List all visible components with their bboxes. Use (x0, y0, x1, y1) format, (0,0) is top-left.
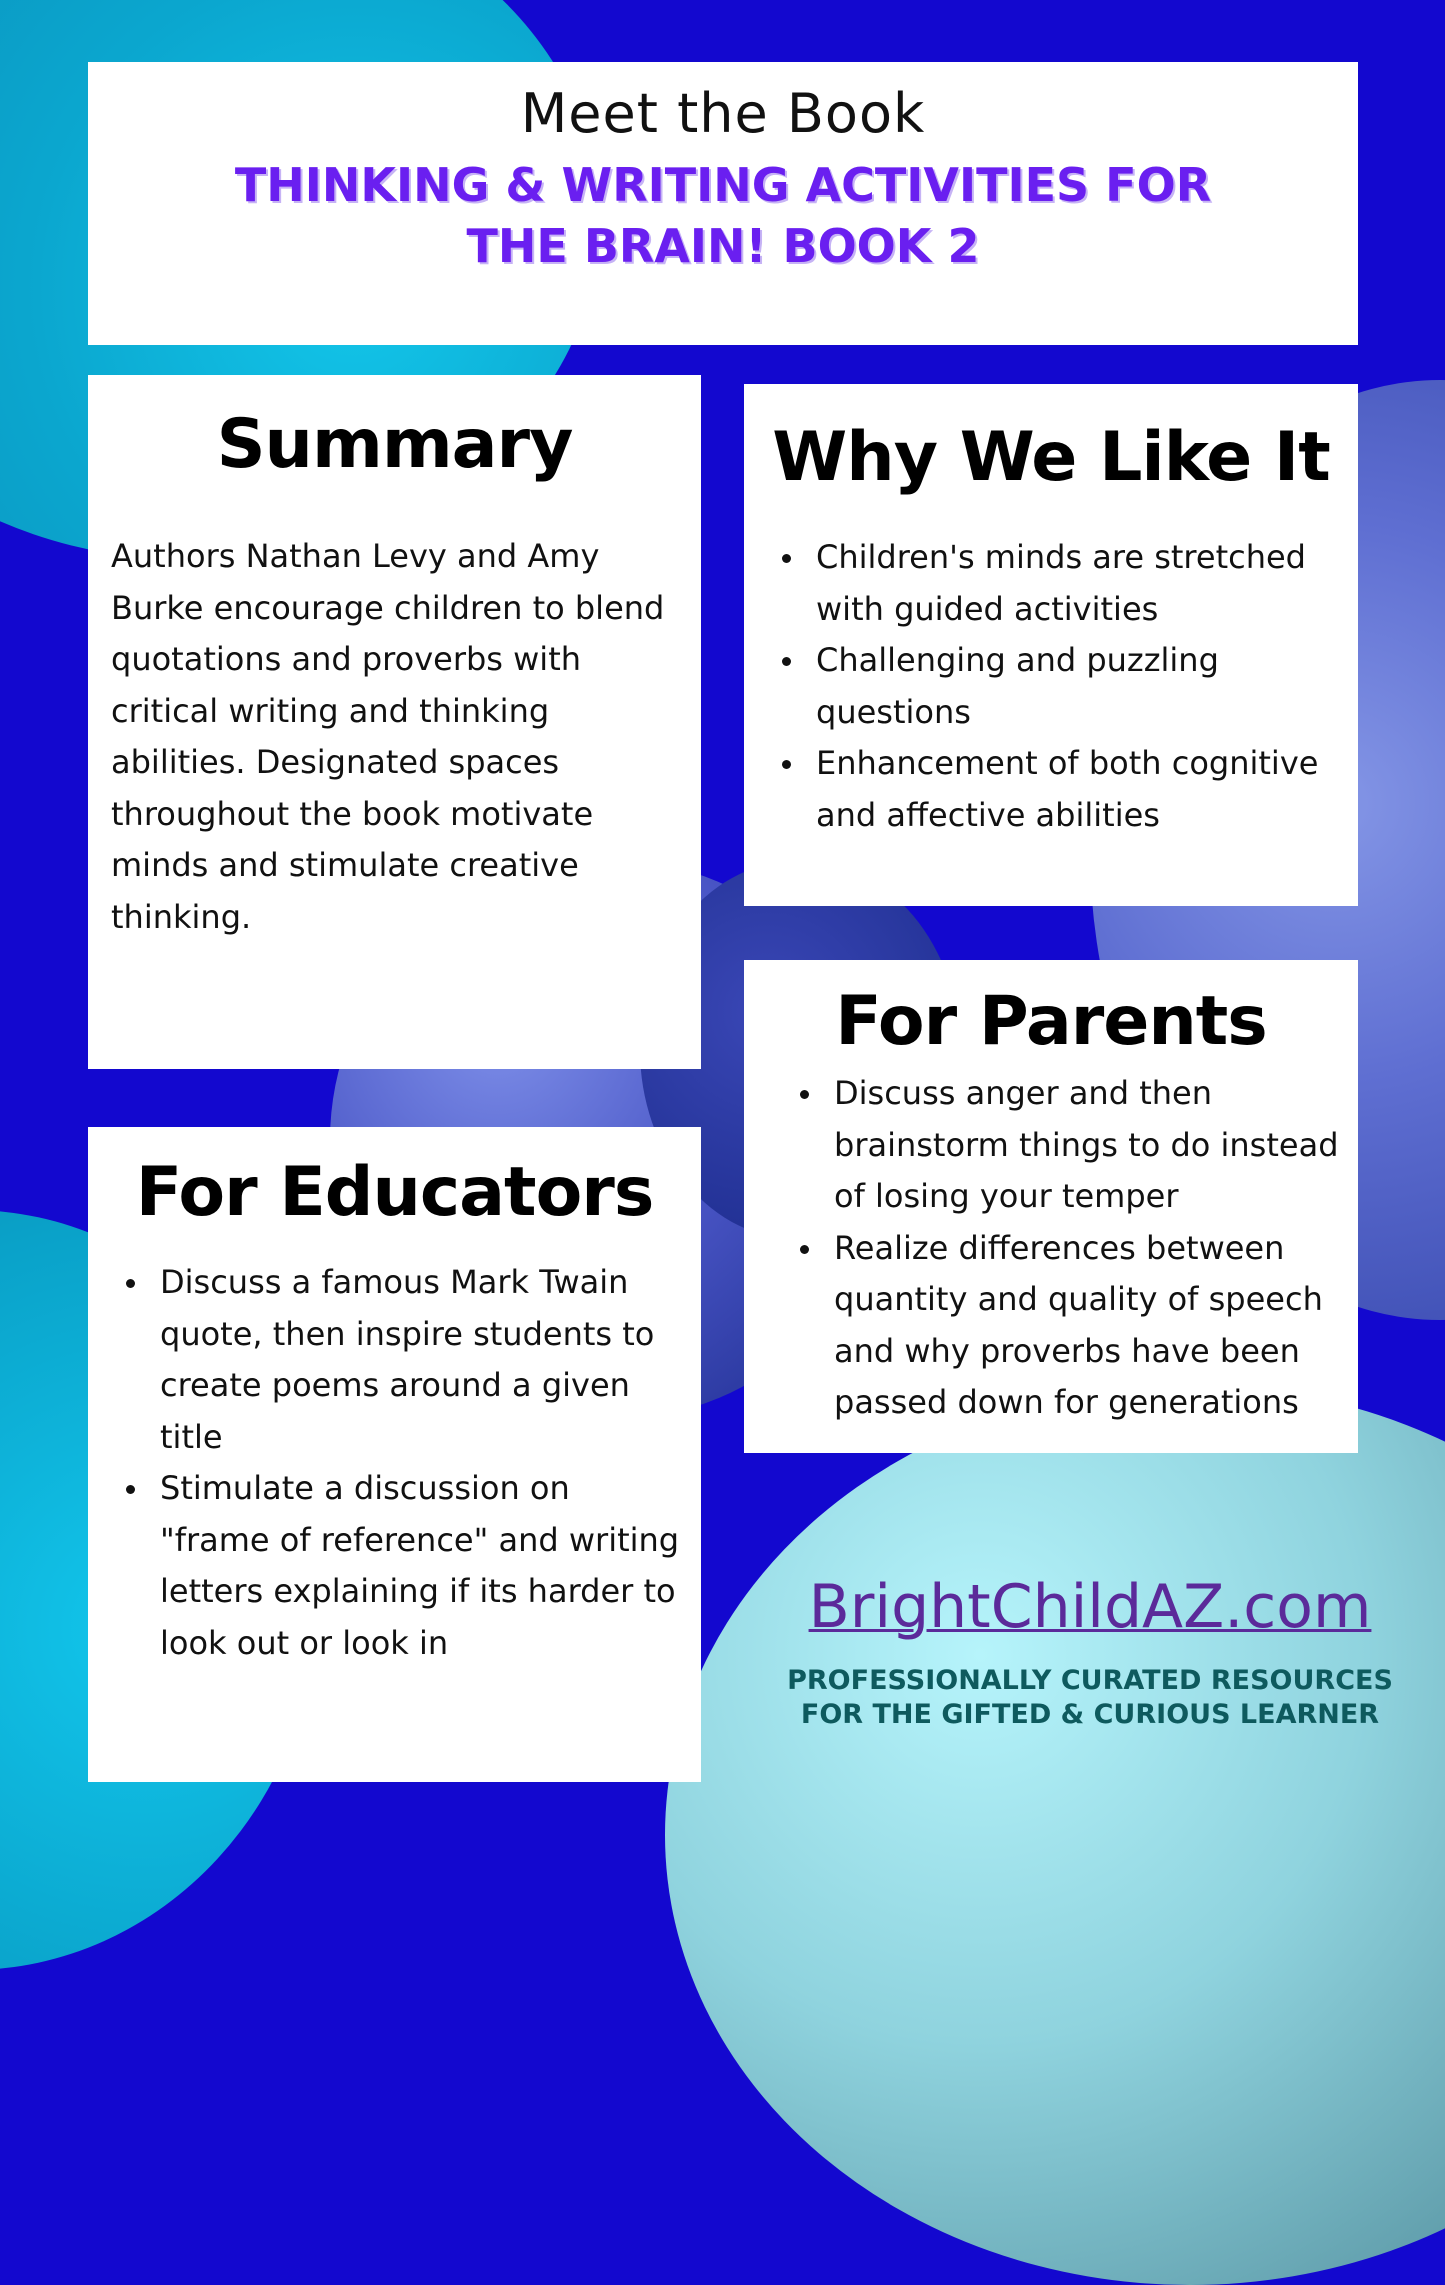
brand-tagline (770, 1664, 1410, 1732)
header-card (88, 62, 1358, 345)
brand-tagline-line-2: FOR THE GIFTED & CURIOUS LEARNER (800, 1699, 1380, 1730)
book-title: THINKING & WRITING ACTIVITIES FOR THE BRAIN! BOOK 2 (234, 158, 1212, 273)
background-blob-bottom-right (665, 1385, 1445, 2285)
for-parents-list (798, 1068, 1348, 1429)
header-kicker: Meet the Book (520, 82, 926, 145)
summary-heading: Summary (216, 405, 573, 484)
why-we-like-it-heading: Why We Like It (772, 418, 1330, 497)
summary-card (88, 375, 701, 1069)
why-we-like-it-list (780, 532, 1340, 841)
why-we-like-it-card (744, 384, 1358, 906)
brand-tagline-line-1: PROFESSIONALLY CURATED RESOURCES (787, 1665, 1393, 1696)
for-educators-card (88, 1127, 701, 1782)
for-parents-card (744, 960, 1358, 1453)
list-item: Children's minds are stretched with guided activities (780, 532, 1340, 635)
for-educators-heading: For Educators (135, 1153, 654, 1232)
for-educators-list (124, 1257, 689, 1669)
list-item: Realize differences between quantity and quality of speech and why proverbs have been passed down for generations (798, 1223, 1348, 1429)
list-item: Challenging and puzzling questions (780, 635, 1340, 738)
list-item: Enhancement of both cognitive and affective abilities (780, 738, 1340, 841)
summary-text: Authors Nathan Levy and Amy Burke encourage children to blend quotations and proverbs with critical writing and thinking abilities. Designated spaces throughout the book motivate minds and stimulate creative thinking. (111, 537, 665, 936)
list-item: Discuss anger and then brainstorm things to do instead of losing your temper (798, 1068, 1348, 1223)
for-parents-heading: For Parents (835, 982, 1267, 1061)
list-item: Stimulate a discussion on "frame of reference" and writing letters explaining if its harder to look out or look in (124, 1463, 689, 1669)
brand-block (770, 1572, 1410, 1732)
brand-site-link[interactable]: BrightChildAZ.com (808, 1572, 1372, 1642)
list-item: Discuss a famous Mark Twain quote, then inspire students to create poems around a given title (124, 1257, 689, 1463)
